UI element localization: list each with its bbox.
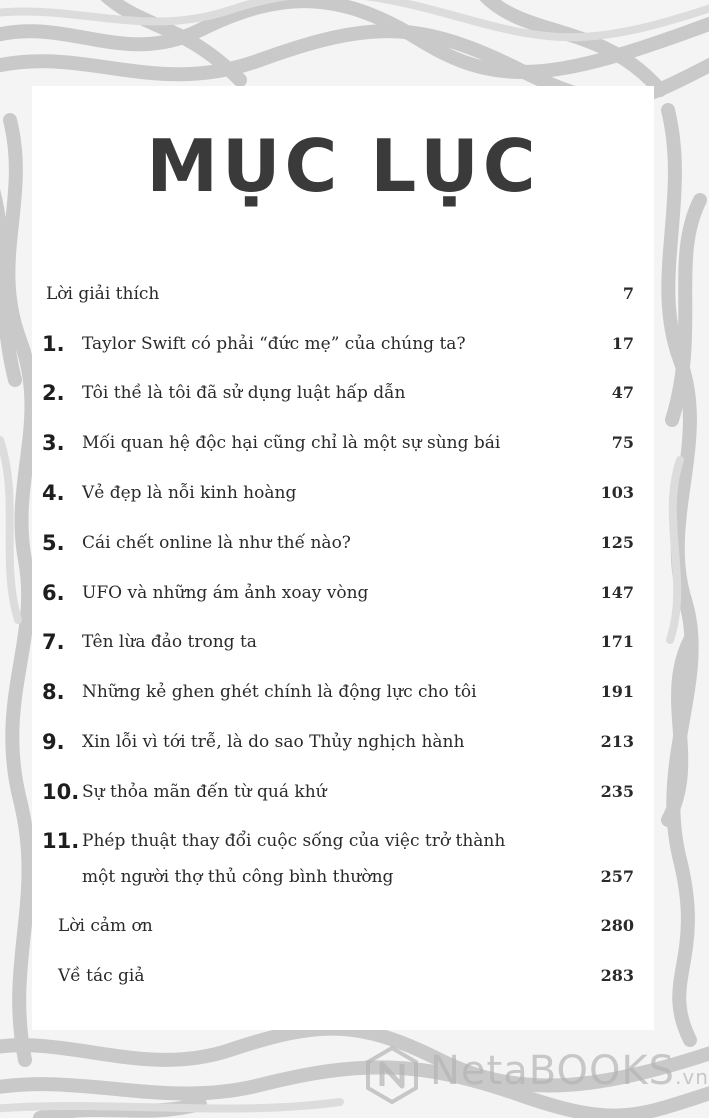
toc-chapter-9[interactable] — [32, 725, 654, 759]
toc-chapter-number: 11. — [42, 829, 80, 853]
toc-entry-label-continued: một người thợ thủ công bình thường — [82, 867, 394, 887]
toc-entry-label: Mối quan hệ độc hại cũng chỉ là một sự sùng bái — [82, 433, 501, 453]
toc-entry-label: Xin lỗi vì tới trễ, là do sao Thủy nghịch hành — [82, 732, 465, 752]
toc-chapter-number: 5. — [42, 531, 65, 555]
toc-entry-label: Vẻ đẹp là nỗi kinh hoàng — [82, 483, 297, 503]
toc-chapter-number: 3. — [42, 431, 65, 455]
toc-chapter-4[interactable] — [32, 476, 654, 510]
toc-acknowledgements[interactable] — [32, 909, 654, 943]
toc-chapter-10[interactable] — [32, 775, 654, 809]
toc-entry-page: 235 — [600, 782, 634, 801]
toc-chapter-number: 1. — [42, 332, 65, 356]
toc-entry-page: 147 — [600, 583, 634, 602]
toc-page — [32, 86, 654, 1030]
watermark-text — [430, 1048, 709, 1094]
toc-chapter-number: 2. — [42, 381, 65, 405]
toc-entry-label: Về tác giả — [58, 966, 145, 986]
toc-chapter-5[interactable] — [32, 526, 654, 560]
toc-chapter-7[interactable] — [32, 625, 654, 659]
toc-entry-label: Lời cảm ơn — [58, 916, 153, 936]
toc-chapter-3[interactable] — [32, 426, 654, 460]
toc-chapter-1[interactable] — [32, 327, 654, 361]
watermark — [362, 1044, 709, 1104]
toc-entry-label: Tên lừa đảo trong ta — [82, 632, 257, 652]
toc-entry-page: 7 — [622, 284, 634, 303]
toc-entry-label: Lời giải thích — [46, 284, 160, 304]
toc-chapter-number: 6. — [42, 581, 65, 605]
toc-entry-page: 171 — [600, 632, 634, 651]
toc-entry-page: 280 — [600, 916, 634, 935]
toc-entry-page: 17 — [611, 334, 634, 353]
toc-entry-label: Cái chết online là như thế nào? — [82, 533, 351, 553]
toc-entry-label: UFO và những ám ảnh xoay vòng — [82, 583, 369, 603]
toc-chapter-number: 10. — [42, 780, 80, 804]
toc-entry-page: 213 — [600, 732, 634, 751]
toc-entry-page: 125 — [600, 533, 634, 552]
toc-entry-page: 257 — [600, 867, 634, 886]
toc-chapter-number: 7. — [42, 630, 65, 654]
toc-chapter-number: 8. — [42, 680, 65, 704]
toc-entry-label: Taylor Swift có phải “đức mẹ” của chúng ta? — [82, 334, 466, 354]
toc-chapter-number: 9. — [42, 730, 65, 754]
toc-entry-label: Tôi thề là tôi đã sử dụng luật hấp dẫn — [82, 383, 406, 403]
toc-entry-label: Phép thuật thay đổi cuộc sống của việc trở thành — [82, 831, 506, 851]
page-title: MỤC LỤC — [146, 124, 540, 208]
toc-about-author[interactable] — [32, 959, 654, 993]
watermark-suffix: .vn — [675, 1065, 709, 1089]
netabooks-logo-icon — [362, 1044, 422, 1104]
toc-entry-page: 283 — [600, 966, 634, 985]
toc-entry-label: Những kẻ ghen ghét chính là động lực cho tôi — [82, 682, 477, 702]
toc-preface[interactable] — [32, 277, 654, 311]
toc-chapter-2[interactable] — [32, 376, 654, 410]
toc-entry-page: 191 — [600, 682, 634, 701]
watermark-brand: NetaBOOKS — [430, 1048, 676, 1094]
toc-entry-page: 103 — [600, 483, 634, 502]
toc-entry-page: 75 — [611, 433, 634, 452]
toc-chapter-8[interactable] — [32, 675, 654, 709]
toc-chapter-11[interactable] — [32, 824, 654, 896]
toc-chapter-number: 4. — [42, 481, 65, 505]
toc-entry-page: 47 — [611, 383, 634, 402]
toc-entry-label: Sự thỏa mãn đến từ quá khứ — [82, 782, 327, 802]
toc-chapter-6[interactable] — [32, 576, 654, 610]
